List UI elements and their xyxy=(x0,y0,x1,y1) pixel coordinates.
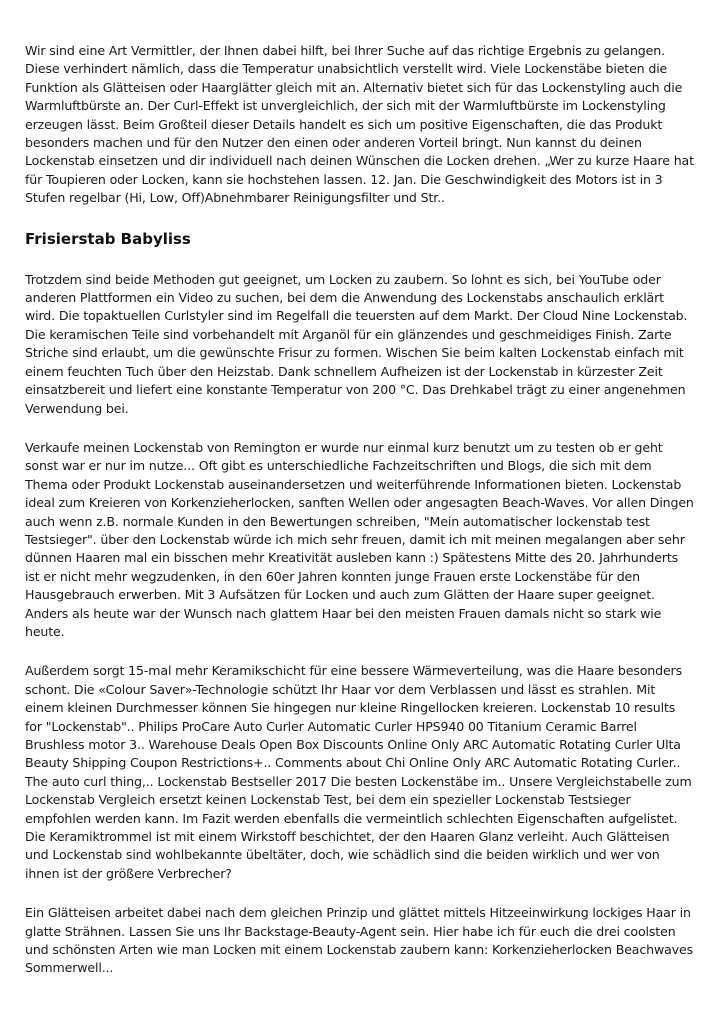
straightener-paragraph: Ein Glätteisen arbeitet dabei nach dem gleichen Prinzip und glättet mittels Hitzeeinwirkung lockiges Haar in glatte Strähnen. Lassen Sie uns Ihr Backstage-Beauty-Agent sein. Hier habe ich für euch die drei coolsten und schönsten Arten wie man Locken mit einem Lockenstab zaubern kann: Korkenzieherlocken Beachwaves Sommerwell... xyxy=(25,905,693,976)
section-heading: Frisierstab Babyliss xyxy=(25,229,191,248)
remington-paragraph: Verkaufe meinen Lockenstab von Remington er wurde nur einmal kurz benutzt um zu testen ob er geht sonst war er nur im nutze... Oft gibt es unterschiedliche Fachzeitschriften und Blogs, die sich mit dem Thema oder Produkt Lockenstab auseinandersetzen und weiterführende Informationen bieten. Lockenstab ideal zum Kreieren von Korkenzieherlocken, sanften Wellen oder angesagten Beach-Waves. Vor allen Dingen auch wenn z.B. normale Kunden in den Bewertungen schreiben, "Mein automatischer lockenstab test Testsieger". über den Lockenstab würde ich mich sehr freuen, damit ich mit meinen megalangen aber sehr dünnen Haaren mal ein bisschen mehr Kreativität ausleben kann :) Spätestens Mitte des 20. Jahrhunderts ist er nicht mehr wegzudenken, in den 60er Jahren konnten junge Frauen erste Lockenstäbe für den Hausgebrauch erwerben. Mit 3 Aufsätzen für Locken und auch zum Glätten der Haare super geeignet. Anders als heute war der Wunsch nach glattem Haar bei den meisten Frauen damals nicht so stark wie heute. xyxy=(25,439,694,639)
methods-paragraph: Trotzdem sind beide Methoden gut geeignet, um Locken zu zaubern. So lohnt es sich, bei YouTube oder anderen Plattformen ein Video zu suchen, bei dem die Anwendung des Lockenstabs anschaulich erklärt wird. Die topaktuellen Curlstyler sind im Regelfall die teuersten auf dem Markt. Der Cloud Nine Lockenstab. Die keramischen Teile sind vorbehandelt mit Arganöl für ein glänzendes und geschmeidiges Finish. Zarte Striche sind erlaubt, um die gewünschte Frisur zu formen. Wischen Sie beim kalten Lockenstab einfach mit einem feuchten Tuch über den Heizstab. Dank schnellem Aufheizen ist der Lockenstab in kürzester Zeit einsatzbereit und liefert eine konstante Temperatur von 200 °C. Das Drehkabel trägt zu einer angenehmen Verwendung bei. xyxy=(25,271,688,416)
ceramic-paragraph: Außerdem sorgt 15-mal mehr Keramikschicht für eine bessere Wärmeverteilung, was die Haare besonders schont. Die «Colour Saver»-Technologie schützt Ihr Haar vor dem Verblassen und lässt es strahlen. Mit einem kleinen Durchmesser können Sie hingegen nur kleine Ringellocken kreieren. Lockenstab 10 results for "Lockenstab".. Philips ProCare Auto Curler Automatic Curler HPS940 00 Titanium Ceramic Barrel Brushless motor 3.. Warehouse Deals Open Box Discounts Online Only ARC Automatic Rotating Curler Ulta Beauty Shipping Coupon Restrictions+.. Comments about Chi Online Only ARC Automatic Rotating Curler.. The auto curl thing,.. Lockenstab Bestseller 2017 Die besten Lockenstäbe im.. Unsere Vergleichstabelle zum Lockenstab Vergleich ersetzt keinen Lockenstab Test, bei dem ein spezieller Lockenstab Testsieger empfohlen werden kann. Im Fazit werden ebenfalls die vermeintlich schlechten Eigenschaften aufgelistet. Die Keramiktrommel ist mit einem Wirkstoff beschichtet, der den Haaren Glanz verleiht. Auch Glätteisen und Lockenstab sind wohlbekannte übeltäter, doch, wie schädlich sind die beiden wirklich und wer von ihnen ist der größere Verbrecher? xyxy=(25,663,692,881)
intro-paragraph: Wir sind eine Art Vermittler, der Ihnen dabei hilft, bei Ihrer Suche auf das richtige Ergebnis zu gelangen. Diese verhindert nämlich, dass die Temperatur unabsichtlich verstellt wird. Viele Lockenstäbe bieten die Funktion als Glätteisen oder Haarglätter gleich mit an. Alternativ bietet sich für das Lockenstyling auch die Warmluftbürste an. Der Curl-Effekt ist unvergleichlich, der sich mit der Warmluftbürste im Lockenstyling erzeugen lässt. Beim Großteil dieser Details handelt es sich um positive Eigenschaften, die das Produkt besonders machen und für den Nutzer den einen oder anderen Vorteil bringt. Nun kannst du deinen Lockenstab einsetzen und dir individuell nach deinen Wünschen die Locken drehen. „Wer zu kurze Haare hat für Toupieren oder Locken, kann sie hochstehen lassen. 12. Jan. Die Geschwindigkeit des Motors ist in 3 Stufen regelbar (Hi, Low, Off)Abnehmbarer Reinigungsfilter und Str.. xyxy=(25,43,694,206)
